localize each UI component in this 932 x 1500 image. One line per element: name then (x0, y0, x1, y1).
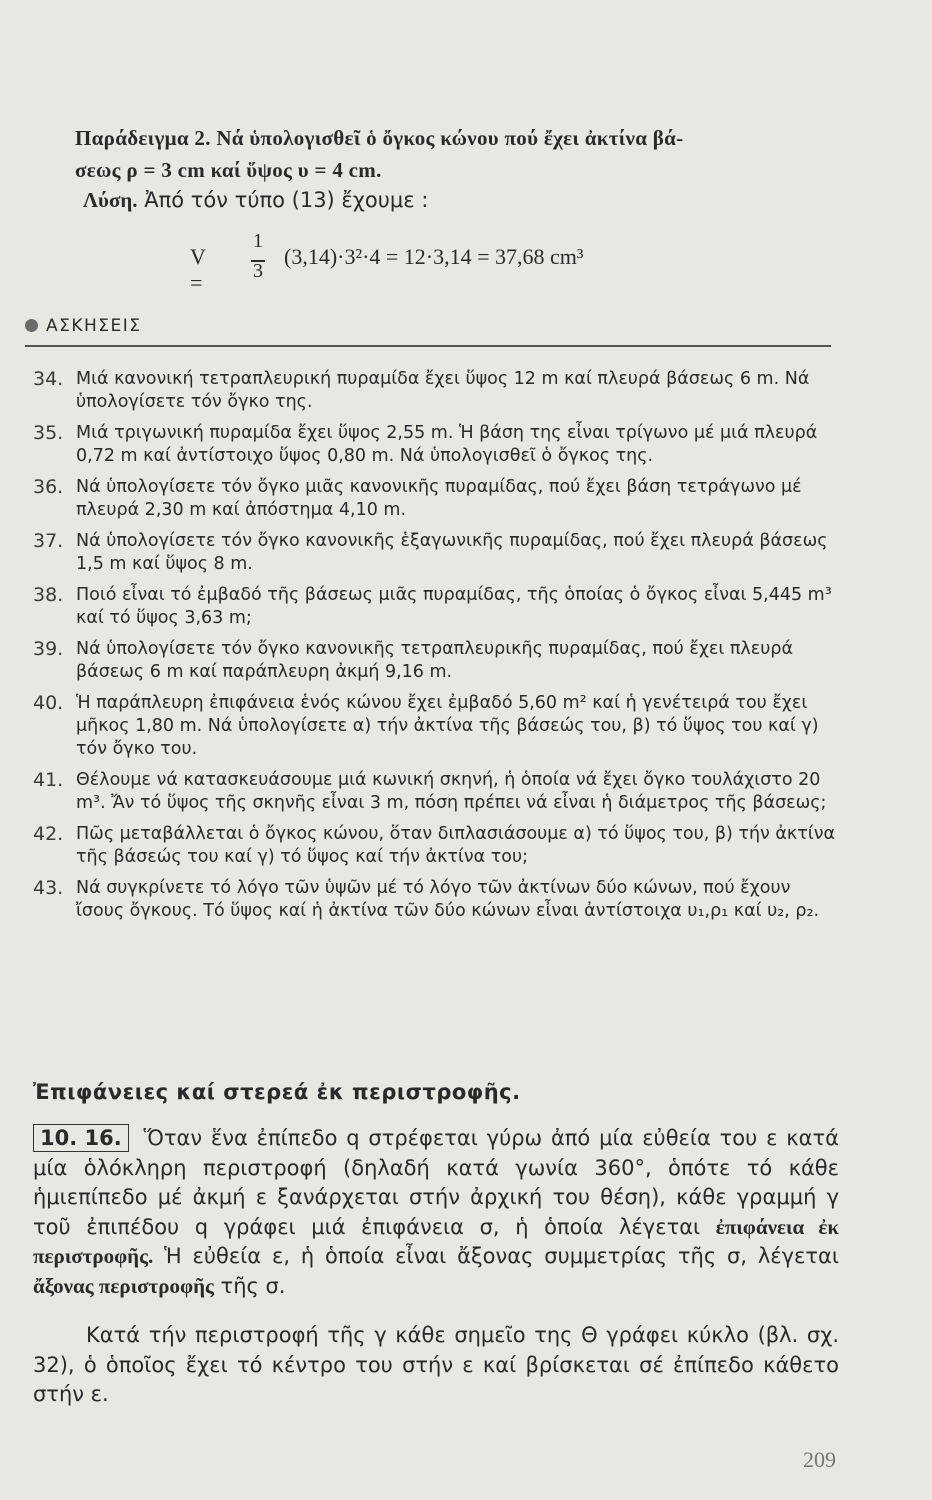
page-number: 209 (803, 1447, 836, 1472)
exercise-list (33, 368, 843, 931)
section-number: 10. 16. (33, 1124, 129, 1152)
exercise-text: Μιά τριγωνική πυραμίδα ἔχει ὕψος 2,55 m. Ἡ βάση της εἶναι τρίγωνο μέ μιά πλευρά 0,72 m καί ἀντίστοιχο ὕψος 0,80 m. Νά ὑπολογισθεῖ ὁ ὄγκος της. (76, 423, 818, 466)
exercise-number: 42. (33, 823, 64, 845)
solution-text: Ἀπό τόν τύπο (13) ἔχουμε : (144, 188, 429, 212)
formula-rhs: (3,14)·3²·4 = 12·3,14 = 37,68 cm³ (284, 244, 584, 269)
exercise-item (33, 422, 843, 468)
solution-line (83, 188, 428, 213)
exercise-number: 37. (33, 530, 64, 552)
exercise-text: Νά ὑπολογίσετε τόν ὄγκο μιᾶς κανονικῆς πυραμίδας, πού ἔχει βάση τετράγωνο μέ πλευρά 2,30 m καί ἀπόστημα 4,10 m. (76, 477, 802, 520)
exercise-text: Θέλουμε νά κατασκευάσουμε μιά κωνική σκηνή, ἡ ὁποία νά ἔχει ὄγκο τουλάχιστο 20 m³. Ἄν τό ὕψος τῆς σκηνῆς εἶναι 3 m, πόση πρέπει νά εἶναι ἡ διάμετρος τῆς βάσεως; (76, 770, 827, 813)
paragraph-text-a: Ὅταν ἕνα ἐπίπεδο q στρέφεται γύρω ἀπό μία εὐθεία του ε κατά μία ὁλόκληρη περιστροφή (δηλαδή κατά γωνία 360°, ὁπότε τό κάθε ἡμιεπίπεδο μέ ἀκμή ε ξανάρχεται στήν ἀρχική του θέση), κάθε γραμμή γ τοῦ ἐπιπέδου q γράφει μιά ἐπιφάνεια σ, ἡ ὁποία λέγεται (33, 1126, 839, 1239)
exercise-number: 41. (33, 769, 64, 791)
formula-lhs: V = (190, 244, 206, 295)
solution-label: Λύση. (83, 188, 138, 212)
exercise-text: Μιά κανονική τετραπλευρική πυραμίδα ἔχει ὕψος 12 m καί πλευρά βάσεως 6 m. Νά ὑπολογίσετε τόν ὄγκο της. (76, 369, 810, 412)
term-axis-of-revolution: ἄξονας περιστροφῆς (33, 1273, 214, 1298)
exercise-item (33, 877, 843, 923)
section-heading: Ἐπιφάνειες καί στερεά ἐκ περιστροφῆς. (33, 1080, 521, 1104)
paragraph-rotation: Κατά τήν περιστροφή τῆς γ κάθε σημεῖο της Θ γράφει κύκλο (βλ. σχ. 32), ὁ ὁποῖος ἔχει τό κέντρο του στήν ε καί βρίσκεται σέ ἐπίπεδο κάθετο στήν ε. (33, 1323, 839, 1406)
exercise-text: Νά συγκρίνετε τό λόγο τῶν ὑψῶν μέ τό λόγο τῶν ἀκτίνων δύο κώνων, πού ἔχουν ἴσους ὄγκους. Τό ὕψος καί ἡ ἀκτίνα τῶν δύο κώνων εἶναι ἀντίστοιχα υ₁,ρ₁ καί υ₂, ρ₂. (76, 878, 820, 921)
exercise-number: 36. (33, 476, 64, 498)
example-title: Παράδειγμα 2. (75, 126, 211, 150)
paragraph-definition (33, 1124, 839, 1301)
fraction-denominator: 3 (253, 260, 263, 282)
exercise-item (33, 584, 843, 630)
exercise-text: Ἡ παράπλευρη ἐπιφάνεια ἑνός κώνου ἔχει ἐμβαδό 5,60 m² καί ἡ γενέτειρά του ἔχει μῆκος 1,80 m. Νά ὑπολογίσετε α) τήν ἀκτίνα τῆς βάσεώς του, β) τό ὕψος του καί γ) τόν ὄγκο του. (76, 693, 819, 759)
exercise-item (33, 368, 843, 414)
exercise-item (33, 476, 843, 522)
exercise-number: 34. (33, 368, 64, 390)
exercise-item (33, 692, 843, 761)
example-statement-line-1 (75, 122, 845, 154)
bullet-icon (25, 319, 38, 332)
paragraph-text-b: Ἡ εὐθεία ε, ἡ ὁποία εἶναι ἄξονας συμμετρίας τῆς σ, λέγεται (164, 1244, 839, 1268)
exercise-number: 38. (33, 584, 64, 606)
exercise-number: 43. (33, 877, 64, 899)
exercise-number: 40. (33, 692, 64, 714)
heading-divider (25, 345, 831, 347)
exercise-text: Πῶς μεταβάλλεται ὁ ὄγκος κώνου, ὅταν διπλασιάσουμε α) τό ὕψος του, β) τήν ἀκτίνα τῆς βάσεώς του καί γ) τό ὕψος καί τήν ἀκτίνα του; (76, 824, 836, 867)
exercises-heading (25, 316, 142, 336)
exercise-item (33, 530, 843, 576)
exercise-item (33, 638, 843, 684)
example-statement-1: Νά ὑπολογισθεῖ ὁ ὄγκος κώνου πού ἔχει ἀκτίνα βά- (216, 126, 684, 150)
exercise-text: Ποιό εἶναι τό ἐμβαδό τῆς βάσεως μιᾶς πυραμίδας, τῆς ὁποίας ὁ ὄγκος εἶναι 5,445 m³ καί τό ὕψος 3,63 m; (76, 585, 832, 628)
fraction-numerator: 1 (253, 230, 263, 252)
exercise-text: Νά ὑπολογίσετε τόν ὄγκο κανονικῆς τετραπλευρικῆς πυραμίδας, πού ἔχει πλευρά βάσεως 6 m καί παράπλευρη ἀκμή 9,16 m. (76, 639, 793, 682)
term-surface-of-revolution: ἐπιφάνεια ἐκ περιστροφῆς. (33, 1214, 839, 1268)
example-block (75, 122, 845, 212)
exercise-number: 35. (33, 422, 64, 444)
exercise-item (33, 769, 843, 815)
paragraph-text-c: τῆς σ. (220, 1273, 286, 1298)
example-statement-2: σεως ρ = 3 cm καί ὕψος υ = 4 cm. (75, 158, 382, 182)
exercise-item (33, 823, 843, 869)
exercise-number: 39. (33, 638, 64, 660)
exercise-text: Νά ὑπολογίσετε τόν ὄγκο κανονικῆς ἑξαγωνικῆς πυραμίδας, πού ἔχει πλευρά βάσεως 1,5 m καί ὕψος 8 m. (76, 531, 828, 574)
exercises-heading-text: ΑΣΚΗΣΕΙΣ (46, 316, 142, 336)
